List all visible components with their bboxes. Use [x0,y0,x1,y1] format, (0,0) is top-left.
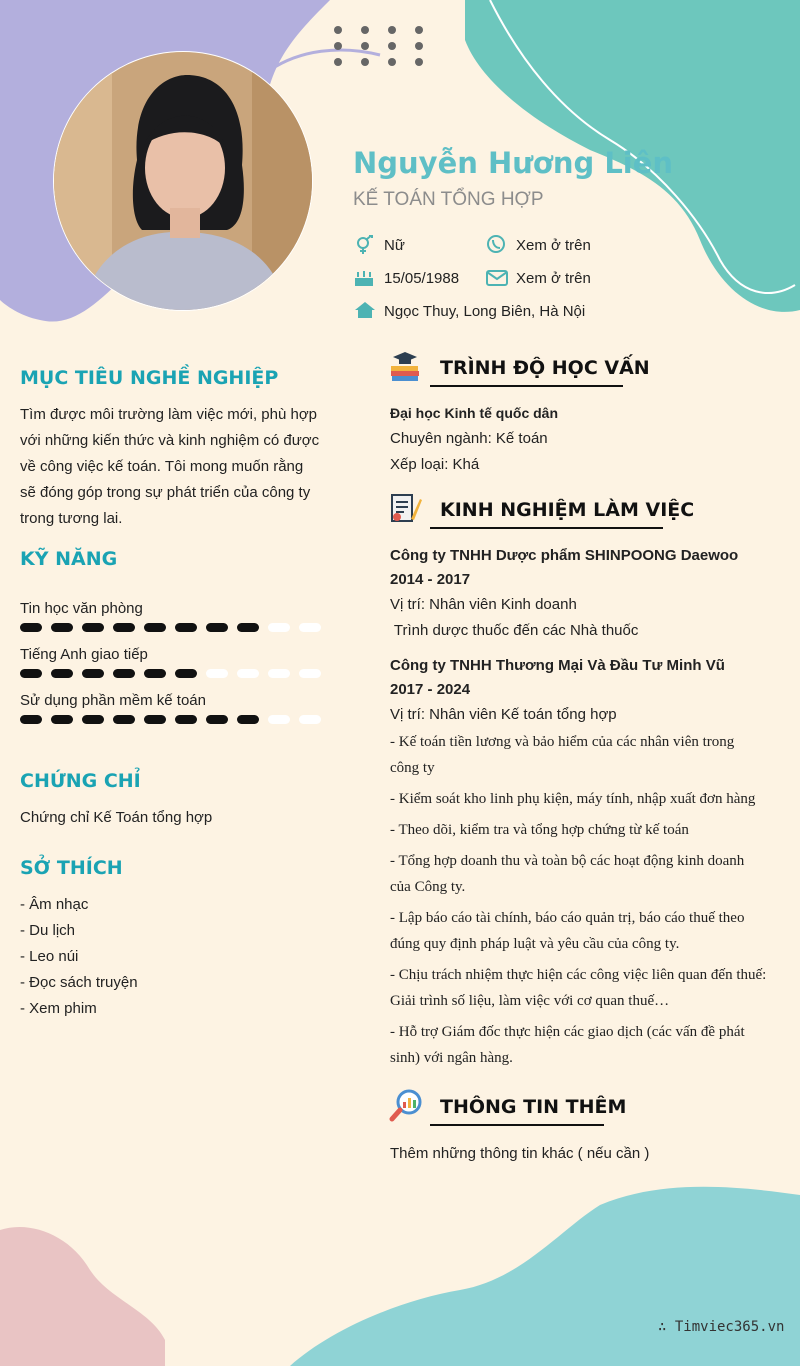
skill-bar [20,714,320,726]
job-period: 2014 - 2017 [390,571,471,588]
skill-level-filled [206,623,228,632]
job-duty: của Công ty. [390,879,466,895]
skill-level-filled [51,623,73,632]
skill-level-filled [51,715,73,724]
hobby-item: - Đọc sách truyện [20,974,138,991]
certificates-title: CHỨNG CHỈ [20,770,141,792]
job-description: Trình dược thuốc đến các Nhà thuốc [390,622,639,639]
skill-level-filled [237,623,259,632]
education-school: Đại học Kinh tế quốc dân [390,405,559,421]
phone-value: Xem ở trên [516,237,591,254]
job-duty: - Hỗ trợ Giám đốc thực hiện các giao dịch (các vấn đề phát [390,1024,745,1040]
skill-level-filled [144,669,166,678]
skill-level-empty [299,715,321,724]
skill-level-filled [20,715,42,724]
objective-title: MỤC TIÊU NGHỀ NGHIỆP [20,367,279,389]
education-books-icon [389,349,423,383]
skill-level-empty [268,715,290,724]
skill-level-empty [237,669,259,678]
objective-line: sẽ đóng góp trong sự phát triển của công ty [20,484,311,501]
watermark-text: Timviec365.vn [674,1319,785,1335]
skill-name: Tiếng Anh giao tiếp [20,646,148,663]
objective-line: trong tương lai. [20,510,123,527]
experience-title: KINH NGHIỆM LÀM VIỆC [440,499,695,521]
skill-level-filled [175,669,197,678]
job-period: 2017 - 2024 [390,681,471,698]
education-underline [430,385,623,387]
skill-bar [20,622,320,634]
skill-level-filled [144,715,166,724]
watermark [658,1319,784,1335]
objective-line: với những kiến thức và kinh nghiệm có được [20,432,320,449]
objective-line: về công việc kế toán. Tôi mong muốn rằng [20,458,304,475]
skill-level-filled [51,669,73,678]
job-duty: - Lập báo cáo tài chính, báo cáo quản trị, báo cáo thuế theo [390,910,745,926]
skill-level-filled [20,669,42,678]
education-title: TRÌNH ĐỘ HỌC VẤN [440,357,650,379]
experience-document-icon [389,491,423,525]
email-icon [486,269,508,287]
watermark-logo-icon: ∴ [658,1319,675,1335]
job-duty: - Theo dõi, kiểm tra và tổng hợp chứng từ kế toán [390,822,689,838]
skill-level-empty [268,669,290,678]
job-duty: công ty [390,760,435,776]
job-position: Vị trí: Nhân viên Kế toán tổng hợp [390,706,617,723]
gender-icon [354,235,374,255]
magnifier-chart-icon [389,1088,423,1122]
job-company: Công ty TNHH Dược phẩm SHINPOONG Daewoo [390,547,739,564]
extra-info-underline [430,1124,604,1126]
certificate-item: Chứng chỉ Kế Toán tổng hợp [20,809,213,826]
job-duty: sinh) với ngân hàng. [390,1050,513,1066]
birthday-cake-icon [353,268,375,288]
job-duty: - Tổng hợp doanh thu và toàn bộ các hoạt động kinh doanh [390,853,745,869]
skill-level-filled [82,623,104,632]
experience-underline [430,527,663,529]
job-duty: đúng quy định pháp luật và yêu cầu của công ty. [390,936,680,952]
skill-level-filled [206,715,228,724]
home-icon [354,301,376,319]
skill-level-filled [144,623,166,632]
skill-level-filled [20,623,42,632]
email-value: Xem ở trên [516,270,591,287]
skill-level-filled [113,623,135,632]
job-title: KẾ TOÁN TỔNG HỢP [353,189,544,210]
hobbies-title: SỞ THÍCH [20,857,123,879]
job-duty: - Kiểm soát kho linh phụ kiện, máy tính, nhập xuất đơn hàng [390,791,756,807]
extra-info-title: THÔNG TIN THÊM [440,1096,627,1118]
job-duty: - Kế toán tiền lương và bảo hiểm của các nhân viên trong [390,734,735,750]
profile-photo [52,50,314,312]
skills-title: KỸ NĂNG [20,548,118,570]
skill-level-empty [206,669,228,678]
candidate-name: Nguyễn Hương Liên [353,146,674,180]
hobby-item: - Leo núi [20,948,79,965]
skill-level-empty [268,623,290,632]
gender-value: Nữ [384,237,405,254]
skill-level-filled [237,715,259,724]
skill-level-empty [299,623,321,632]
education-grade: Xếp loại: Khá [390,456,480,473]
skill-level-filled [82,669,104,678]
job-company: Công ty TNHH Thương Mại Và Đầu Tư Minh Vũ [390,657,725,674]
birthday-value: 15/05/1988 [384,270,460,287]
job-position: Vị trí: Nhân viên Kinh doanh [390,596,577,613]
education-major: Chuyên ngành: Kế toán [390,430,548,447]
phone-icon [486,234,506,254]
skill-name: Sử dụng phần mềm kế toán [20,692,206,709]
hobby-item: - Du lịch [20,922,76,939]
skill-level-filled [113,669,135,678]
job-duty: Giải trình số liệu, làm việc với cơ quan thuế… [390,993,670,1009]
skill-bar [20,668,320,680]
address-value: Ngọc Thuy, Long Biên, Hà Nội [384,303,586,320]
objective-line: Tìm được môi trường làm việc mới, phù hợp [20,406,318,423]
job-duty: - Chịu trách nhiệm thực hiện các công việc liên quan đến thuế: [390,967,767,983]
skill-level-filled [82,715,104,724]
hobby-item: - Âm nhạc [20,896,89,913]
skill-level-filled [175,715,197,724]
skill-level-filled [113,715,135,724]
hobby-item: - Xem phim [20,1000,97,1017]
skill-level-filled [175,623,197,632]
dot-pattern-decoration [330,22,430,70]
extra-info-text: Thêm những thông tin khác ( nếu cần ) [390,1145,650,1162]
skill-name: Tin học văn phòng [20,600,143,617]
skill-level-empty [299,669,321,678]
